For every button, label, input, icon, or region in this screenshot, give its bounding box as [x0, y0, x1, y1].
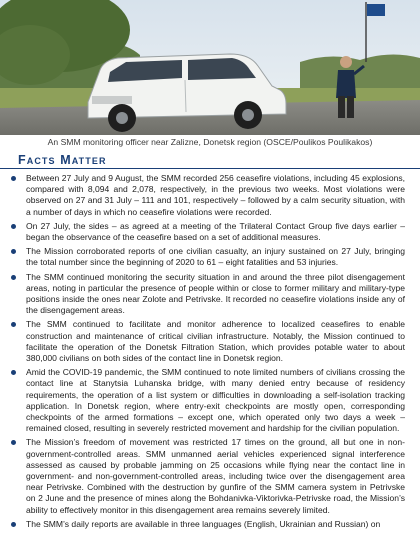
facts-list — [0, 173, 420, 530]
bullet-icon — [11, 322, 16, 327]
list-item-text: Between 27 July and 9 August, the SMM recorded 256 ceasefire violations, including 45 explosions, compared with 8,094 and 2,078, respectively, in the previous two weeks. Most violations were observed on 27 and 31 July – 111 and 101, respectively – followed by a calm security situation, with a number of days in which no ceasefire violations were recorded. — [26, 173, 405, 217]
bullet-icon — [11, 249, 16, 254]
list-item-text: The Mission corroborated reports of one civilian casualty, an injury sustained on 27 July, bringing the total number since the beginning of 2020 to 61 – eight fatalities and 53 injuries. — [26, 246, 405, 268]
list-item-text: The SMM’s daily reports are available in three languages (English, Ukrainian and Russian) on — [26, 518, 381, 529]
bullet-icon — [11, 275, 16, 280]
list-item — [26, 221, 405, 243]
section-title: Facts Matter — [18, 152, 113, 168]
bullet-icon — [11, 176, 16, 181]
list-item — [26, 437, 405, 515]
list-item — [26, 246, 405, 268]
photo-scene — [0, 0, 420, 135]
list-item — [26, 519, 405, 530]
list-item-text: The Mission’s freedom of movement was restricted 17 times on the ground, all but one in non-government-controlled areas. SMM unmanned aerial vehicles experienced signal interference assessed as caused by probable jamming on 25 occasions while flying near the contact line in government- and non-government-controlled areas, including twice over the disengagement area near Petrivske. Combined with the destruction by gunfire of the SMM camera system in Petrivske on 2 June and the presence of mines along the Bohdanivka-Viktorivka-Petrivske road, the Mission’s ability to effectively monitor in this disengagement area remains severely limited. — [26, 437, 405, 515]
list-item — [26, 367, 405, 434]
facts-matter-header — [0, 152, 420, 169]
photo-caption: An SMM monitoring officer near Zalizne, Donetsk region (OSCE/Poulikos Poulikakos) — [47, 137, 373, 147]
bullet-icon — [11, 440, 16, 445]
bullet-icon — [11, 370, 16, 375]
list-item-text: The SMM continued monitoring the security situation in and around the three pilot disengagement areas, noting in particular the presence of people within or close to former military and military-type positions inside the ones near Zolote and Petrivske. It recorded no ceasefire violations inside any of the disengagement areas. — [26, 271, 405, 316]
bullet-icon — [11, 522, 16, 527]
list-item — [26, 272, 405, 317]
list-item-text: The SMM continued to facilitate and monitor adherence to localized ceasefires to enable construction and maintenance of critical civilian infrastructure. Notably, the Mission continued to facilitate the operation of the Donetsk Filtration Station, which provides potable water to about 380,000 civilians on both sides of the contact line in Donetsk region. — [26, 319, 405, 364]
list-item-text: On 27 July, the sides – as agreed at a meeting of the Trilateral Contact Group five days earlier – began the observance of the ceasefire based on a set of additional measures. — [26, 220, 405, 243]
list-item-text: Amid the COVID-19 pandemic, the SMM continued to note limited numbers of civilians crossing the contact line at Stanytsia Luhanska bridge, with many denied entry because of residency requirements, the operation of a list system or difficulties in downloading a self-isolation tracking application. In Donetsk region, where entry-exit checkpoints are mostly open, corresponding checkpoints of the armed formations – except one, which operated only two days a week – remained closed, resulting in severely restricted movement and hardship for the civilian population. — [26, 367, 405, 434]
list-item — [26, 319, 405, 364]
list-item — [26, 173, 405, 218]
header-photo — [0, 0, 420, 135]
bullet-icon — [11, 224, 16, 229]
